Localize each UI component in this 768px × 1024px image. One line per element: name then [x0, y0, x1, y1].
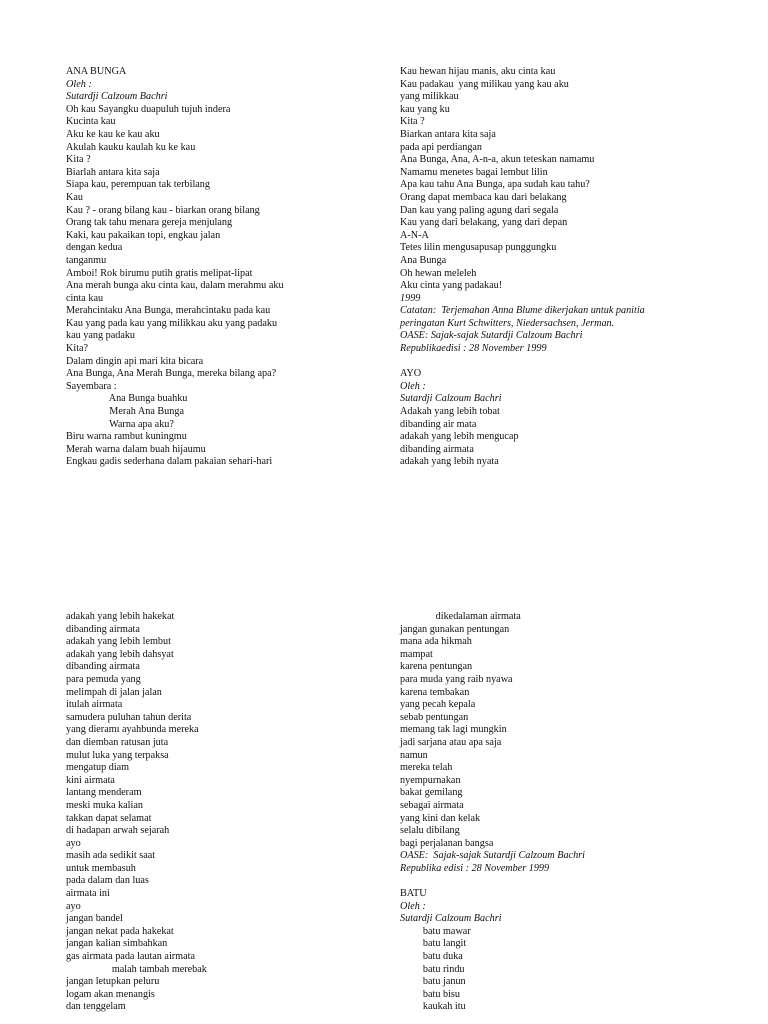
text-line: cinta kau	[66, 292, 104, 304]
text-line: gas airmata pada lautan airmata	[66, 951, 195, 963]
page1-left-column	[66, 66, 366, 469]
text-line: Orang tak tahu menara gereja menjulang	[66, 217, 233, 229]
text-line: dan diemban ratusan juta	[66, 736, 169, 748]
text-line: dibanding airmata	[400, 443, 474, 455]
text-line: A-N-A	[400, 229, 429, 241]
text-line: dan tenggelam	[66, 1001, 126, 1013]
text-line: mereka telah	[400, 762, 453, 774]
text-line: Kaki, kau pakaikan topi, engkau jalan	[66, 229, 221, 241]
text-line: kau yang padaku	[66, 330, 136, 342]
text-line: Kau padakau yang milikau yang kau aku	[400, 78, 569, 90]
text-line: malah tambah merebak	[66, 963, 207, 975]
text-line: kaukah itu	[400, 1001, 466, 1013]
text-line: Adakah yang lebih tobat	[400, 406, 500, 418]
text-line: para muda yang raib nyawa	[400, 673, 513, 685]
text-line: mampat	[400, 648, 433, 660]
text-line: adakah yang lebih lembut	[66, 636, 171, 648]
text-line: Sutardji Calzoum Bachri	[66, 91, 168, 103]
text-line: mengatup diam	[66, 762, 130, 774]
text-line: batu duka	[400, 951, 463, 963]
text-line: Oh kau Sayangku duapuluh tujuh indera	[66, 103, 231, 115]
text-line: Ana Bunga, Ana Merah Bunga, mereka bilang apa?	[66, 368, 277, 380]
text-line: Kita ?	[66, 154, 91, 166]
text-line: OASE: Sajak-sajak Sutardji Calzoum Bachri	[400, 330, 583, 342]
text-line: adakah yang lebih hakekat	[66, 611, 175, 622]
text-line: Oleh :	[400, 380, 426, 392]
text-line: Republikaedisi : 28 November 1999	[400, 343, 547, 355]
text-line: jadi sarjana atau apa saja	[400, 736, 502, 748]
text-line: Kau hewan hijau manis, aku cinta kau	[400, 66, 556, 77]
text-line: Amboi! Rok birumu putih gratis melipat-lipat	[66, 267, 253, 279]
text-line: Akulah kauku kaulah ku ke kau	[66, 141, 196, 153]
text-line: Kau ? - orang bilang kau - biarkan orang bilang	[66, 204, 260, 216]
text-line: Ana Bunga buahku	[66, 393, 188, 405]
text-line: mulut luka yang terpaksa	[66, 749, 169, 761]
text-line: Sutardji Calzoum Bachri	[400, 913, 502, 925]
text-line: nyempurnakan	[400, 774, 461, 786]
text-line: batu mawar	[400, 925, 471, 937]
text-line: selalu dibilang	[400, 825, 460, 837]
text-line: yang kini dan kelak	[400, 812, 481, 824]
page1-right-column	[400, 66, 700, 469]
text-line: Dalam dingin api mari kita bicara	[66, 355, 204, 367]
text-line: Kau yang dari belakang, yang dari depan	[400, 217, 568, 229]
text-line: bakat gemilang	[400, 787, 463, 799]
text-line: memang tak lagi mungkin	[400, 724, 507, 736]
text-line: yang dieramı ayahbunda mereka	[66, 724, 199, 736]
text-line: Apa kau tahu Ana Bunga, apa sudah kau tahu?	[400, 179, 590, 191]
text-line: Republika edisi : 28 November 1999	[400, 862, 550, 874]
text-line: samudera puluhan tahun derita	[66, 711, 192, 723]
text-line: Ana Bunga, Ana, A-n-a, akun teteskan namamu	[400, 154, 595, 166]
text-line: Merahcintaku Ana Bunga, merahcintaku pada kau	[66, 305, 271, 317]
text-line: kau yang ku	[400, 103, 450, 115]
text-line: Biarlah antara kita saja	[66, 166, 160, 178]
text-line: dibanding airmata	[66, 623, 140, 635]
text-line: Merah warna dalam buah hijaumu	[66, 443, 206, 455]
text-line: Kau yang pada kau yang milikkau aku yang padaku	[66, 317, 278, 329]
text-line: dikedalaman airmata	[400, 611, 521, 622]
text-line: adakah yang lebih nyata	[400, 456, 499, 468]
text-line: batu bisu	[400, 988, 460, 1000]
text-line: pada dalam dan luas	[66, 875, 149, 887]
text-line: Orang dapat membaca kau dari belakang	[400, 191, 567, 203]
text-line: ANA BUNGA	[66, 66, 127, 77]
text-line: lantang menderam	[66, 787, 142, 799]
text-line: bagi perjalanan bangsa	[400, 837, 494, 849]
text-line: Namamu menetes bagai lembut lilin	[400, 166, 548, 178]
text-line: itulah airmata	[66, 699, 123, 711]
text-line: jangan letupkan peluru	[66, 976, 160, 988]
text-line: Ana merah bunga aku cinta kau, dalam merahmu aku	[66, 280, 284, 292]
text-line: dibanding airmata	[66, 661, 140, 673]
text-line: sebab pentungan	[400, 711, 469, 723]
text-line: kini airmata	[66, 774, 115, 786]
text-line: ayo	[66, 900, 81, 912]
text-line: Biarkan antara kita saja	[400, 128, 496, 140]
page2-left-column	[66, 611, 366, 1014]
text-line	[400, 875, 700, 888]
text-line: 1999	[400, 292, 421, 304]
text-line: takkan dapat selamat	[66, 812, 152, 824]
text-line: Sutardji Calzoum Bachri	[400, 393, 502, 405]
text-line: Tetes lilin mengusapusap punggungku	[400, 242, 557, 254]
text-line: jangan nekat pada hakekat	[66, 925, 174, 937]
text-line: karena pentungan	[400, 661, 473, 673]
page2-right-column	[400, 611, 700, 1014]
text-line: dengan kedua	[66, 242, 123, 254]
text-line: Kita?	[66, 343, 89, 355]
text-line: Biru warna rambut kuningmu	[66, 431, 187, 443]
text-line: sebagai airmata	[400, 799, 464, 811]
text-line: dibanding air mata	[400, 418, 477, 430]
text-line: BATU	[400, 888, 427, 900]
text-line: batu langit	[400, 938, 467, 950]
text-line: para pemuda yang	[66, 673, 141, 685]
text-line: Oh hewan meleleh	[400, 267, 477, 279]
text-line: AYO	[400, 368, 422, 380]
text-line: mana ada hikmah	[400, 636, 472, 648]
text-line: karena tembakan	[400, 686, 470, 698]
text-line: airmata ini	[66, 888, 110, 900]
document-page-2	[0, 512, 768, 1024]
text-line: Siapa kau, perempuan tak terbilang	[66, 179, 210, 191]
text-line: Catatan: Terjemahan Anna Blume dikerjakan untuk panitia	[400, 305, 645, 317]
text-line: Kucinta kau	[66, 116, 116, 128]
text-line: meski muka kalian	[66, 799, 143, 811]
text-line: logam akan menangis	[66, 988, 155, 1000]
text-line: tanganmu	[66, 254, 107, 266]
text-line: Oleh :	[400, 900, 426, 912]
text-line: Engkau gadis sederhana dalam pakaian sehari-hari	[66, 456, 273, 468]
text-line: pada api perdiangan	[400, 141, 483, 153]
text-line: masih ada sedikit saat	[66, 850, 156, 862]
text-line: jangan bandel	[66, 913, 123, 925]
text-line: yang milikkau	[400, 91, 459, 103]
text-line: namun	[400, 749, 428, 761]
text-line: untuk membasuh	[66, 862, 136, 874]
text-line: Oleh :	[66, 78, 92, 90]
text-line: jangan kalian simbahkan	[66, 938, 168, 950]
text-line: Ana Bunga	[400, 254, 447, 266]
text-line: ayo	[66, 837, 81, 849]
text-line: Merah Ana Bunga	[66, 406, 184, 418]
text-line: batu janun	[400, 976, 466, 988]
text-line: Kita ?	[400, 116, 425, 128]
text-line: OASE: Sajak-sajak Sutardji Calzoum Bachri	[400, 850, 585, 862]
text-line: peringatan Kurt Schwitters, Niedersachsen, Jerman.	[400, 317, 615, 329]
text-line: Kau	[66, 191, 83, 203]
text-line: yang pecah kepala	[400, 699, 476, 711]
text-line: adakah yang lebih mengucap	[400, 431, 519, 443]
text-line: jangan gunakan pentungan	[400, 623, 510, 635]
text-line: di hadapan arwah sejarah	[66, 825, 170, 837]
text-line: Aku ke kau ke kau aku	[66, 128, 160, 140]
text-line: Dan kau yang paling agung dari segala	[400, 204, 559, 216]
text-line: Sayembara :	[66, 380, 117, 392]
text-line: Aku cinta yang padakau!	[400, 280, 503, 292]
text-line: batu rindu	[400, 963, 465, 975]
text-line: Warna apa aku?	[66, 418, 174, 430]
text-line: melimpah di jalan jalan	[66, 686, 162, 698]
text-line	[400, 356, 700, 369]
text-line: adakah yang lebih dahsyat	[66, 648, 174, 660]
